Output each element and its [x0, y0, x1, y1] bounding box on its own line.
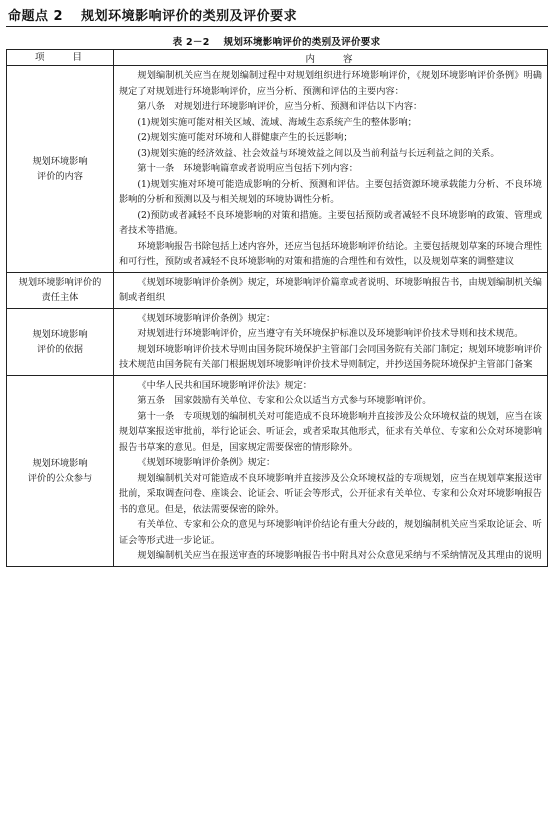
row-content-cell: [114, 66, 548, 273]
content-paragraph: 对规划进行环境影响评价，应当遵守有关环境保护标准以及环境影响评价技术导则和技术规范。: [137, 328, 524, 339]
content-paragraph: 规划编制机关对可能造成不良环境影响并直接涉及公众环境权益的专项规划，应当在规划草案报送审批前，采取调查问卷、座谈会、论证会、听证会等形式，公开征求有关单位、专家和公众对环境影响报告书的意见。但是，依法需要保密的除外。: [119, 472, 542, 515]
content-paragraph: 规划编制机关应当在规划编制过程中对规划组织进行环境影响评价，《规划环境影响评价条例》明确规定了对规划进行环境影响评价，应当分析、预测和评估的主要内容：: [119, 70, 542, 97]
requirements-table: [6, 49, 548, 567]
row-item-line: 责任主体: [41, 292, 79, 303]
row-content-cell: [114, 308, 548, 375]
row-item-line: 规划环境影响: [32, 155, 88, 167]
content-paragraph: 《规划环境影响评价条例》规定：: [137, 457, 276, 468]
row-content-cell: [114, 272, 548, 308]
header-content: 内 容: [114, 50, 548, 66]
content-paragraph: 有关单位、专家和公众的意见与环境影响评价结论有重大分歧的，规划编制机关应当采取论证会、听证会等形式进一步论证。: [119, 519, 542, 546]
content-paragraph: (3)规划实施的经济效益、社会效益与环境效益之间以及当前利益与长远利益之间的关系。: [137, 147, 500, 159]
table-caption-title: 规划环境影响评价的类别及评价要求: [223, 37, 381, 48]
row-item-line: 评价的内容: [37, 170, 83, 182]
content-paragraph: 规划环境影响评价技术导则由国务院环境保护主管部门会同国务院有关部门制定；规划环境影响评价技术规范由国务院有关部门根据规划环境影响评价技术导则制定，并抄送国务院环境保护主管部门备案: [119, 343, 542, 370]
content-paragraph: (2)规划实施可能对环境和人群健康产生的长远影响；: [137, 132, 353, 143]
content-paragraph: 《中华人民共和国环境影响评价法》规定：: [137, 379, 312, 391]
row-content-cell: [114, 375, 548, 566]
content-paragraph: 《规划环境影响评价条例》规定，环境影响评价篇章或者说明、环境影响报告书，由规划编制机关编制或者组织: [119, 276, 542, 303]
table-caption-number: 表 2－2: [172, 37, 210, 48]
section-heading-label: 命题点 2: [8, 9, 64, 24]
content-paragraph: 第八条 对规划进行环境影响评价，应当分析、预测和评估以下内容：: [137, 101, 423, 112]
row-item-line: 规划环境影响: [32, 328, 88, 340]
content-paragraph: (1)规划实施可能对相关区域、流域、海域生态系统产生的整体影响；: [137, 116, 417, 128]
table-row: [7, 308, 548, 375]
row-item-cell: [7, 375, 114, 566]
content-paragraph: 第十一条 专项规划的编制机关对可能造成不良环境影响并直接涉及公众环境权益的规划，应当在该规划草案报送审批前，举行论证会、听证会，或者采取其他形式，征求有关单位、专家和公众对环境影响报告书草案的意见。但是，国家规定需要保密的情形除外。: [119, 410, 542, 453]
row-item-line: 规划环境影响评价的: [18, 277, 102, 288]
row-item-line: 评价的公众参与: [27, 472, 93, 484]
content-paragraph: 环境影响报告书除包括上述内容外，还应当包括环境影响评价结论。主要包括规划草案的环境合理性和可行性，预防或者减轻不良环境影响的对策和措施的合理性和有效性，以及规划草案的调整建议: [119, 240, 542, 267]
row-item-cell: [7, 272, 114, 308]
row-item-cell: [7, 66, 114, 273]
table-header-row: [7, 50, 548, 66]
content-paragraph: (2)预防或者减轻不良环境影响的对策和措施。主要包括预防或者减轻不良环境影响的政策、管理或者技术等措施。: [119, 209, 542, 236]
header-item: 项 目: [7, 50, 114, 66]
content-paragraph: 《规划环境影响评价条例》规定：: [137, 312, 276, 324]
content-paragraph: 第十一条 环境影响篇章或者说明应当包括下列内容：: [137, 163, 358, 174]
row-item-cell: [7, 308, 114, 375]
content-paragraph: (1)规划实施对环境可能造成影响的分析、预测和评估。主要包括资源环境承载能力分析、不良环境影响的分析和预测以及与相关规划的环境协调性分析。: [119, 178, 542, 205]
table-row: [7, 272, 548, 308]
section-heading: [8, 5, 297, 24]
content-paragraph: 第五条 国家鼓励有关单位、专家和公众以适当方式参与环境影响评价。: [137, 395, 432, 406]
row-item-line: 规划环境影响: [32, 457, 88, 469]
table-caption: [0, 34, 553, 48]
row-item-line: 评价的依据: [37, 343, 83, 355]
section-heading-title: 规划环境影响评价的类别及评价要求: [81, 9, 298, 24]
content-paragraph: 规划编制机关应当在报送审查的环境影响报告书中附具对公众意见采纳与不采纳情况及其理由的说明: [137, 550, 542, 561]
table-row: [7, 66, 548, 273]
table-row: [7, 375, 548, 566]
heading-rule: [6, 26, 548, 27]
